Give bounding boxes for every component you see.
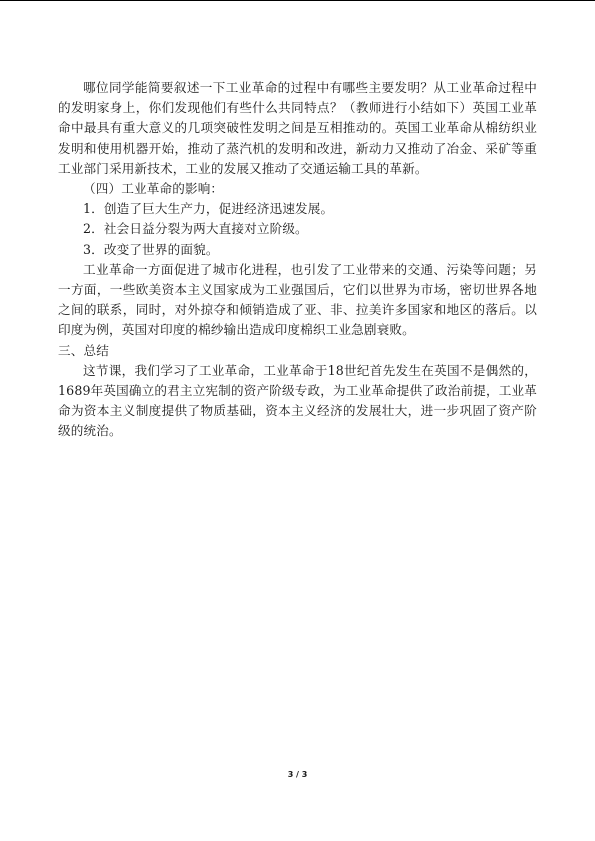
paragraph-urbanization: 工业革命一方面促进了城市化进程，也引发了工业带来的交通、污染等问题；另一方面，一些欧美资本主义国家成为工业强国后，它们以世界为市场，密切世界各地之间的联系，同时，对外掠夺和倾销造成了亚、非、拉美许多国家和地区的落后。以印度为例，英国对印度的棉纱输出造成印度棉织工业急剧衰败。 [58, 261, 537, 338]
list-item-productivity: 1．创造了巨大生产力，促进经济迅速发展。 [83, 201, 334, 217]
list-item-classes: 2．社会日益分裂为两大直接对立阶级。 [83, 221, 308, 237]
document-body [58, 78, 537, 442]
paragraph-summary: 这节课，我们学习了工业革命，工业革命于18世纪首先发生在英国不是偶然的，1689年英国确立的君主立宪制的资产阶级专政，为工业革命提供了政治前提，工业革命为资本主义制度提供了物质基础，资本主义经济的发展壮大，进一步巩固了资产阶级的统治。 [58, 362, 537, 439]
paragraph-inventions: 哪位同学能简要叙述一下工业革命的过程中有哪些主要发明？从工业革命过程中的发明家身上，你们发现他们有些什么共同特点？（教师进行小结如下）英国工业革命中最具有重大意义的几项突破性发明之间是互相推动的。英国工业革命从棉纺织业发明和使用机器开始，推动了蒸汽机的发明和改进，新动力又推动了冶金、采矿等重工业部门采用新技术，工业的发展又推动了交通运输工具的革新。 [58, 80, 537, 176]
page-top-border [0, 0, 595, 1]
page-number: 3 / 3 [287, 770, 308, 779]
list-item-world: 3．改变了世界的面貌。 [83, 241, 219, 257]
section-heading-impact: （四）工业革命的影响： [83, 181, 224, 197]
section-heading-summary: 三、总结 [58, 342, 109, 358]
